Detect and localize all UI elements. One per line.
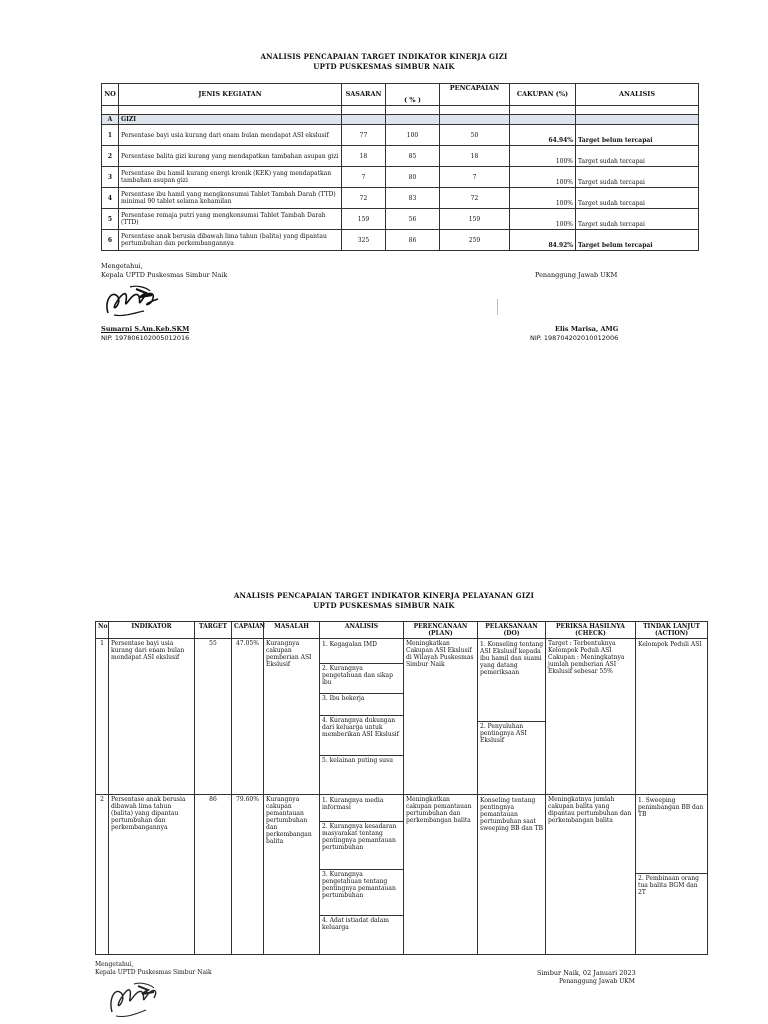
row-analisis [320,639,404,795]
doc1-kepala-label: Kepala UPTD Puskesmas Simbur Naik [101,271,228,279]
row-indikator: Persentase anak berusia dibawah lima tahun (balita) yang dipantau pertumbuhan dan perkembangannya [109,795,195,955]
col-no: NO [102,84,119,106]
doc1-kepala-name: Sumarni S.Am.Keb.SKM [101,325,190,333]
row-jenis: Persentase remaja putri yang mengkonsumsi Tablet Tambah Darah (TTD) [119,209,342,230]
doc1-pj-name: Elis Marisa, AMG [555,325,619,333]
doc1-title: ANALISIS PENCAPAIAN TARGET INDIKATOR KINERJA GIZI [260,52,508,61]
row-masalah: Kurangnya cakupan pemberian ASI Ekslusif [264,639,320,795]
row-cakupan: 64.94% [510,125,576,146]
row-action-item: Kelompok Peduli ASI [638,641,702,648]
row-analisis-item: 3. Ibu bekerja [320,694,403,716]
signature-image-2 [104,978,162,1020]
row-no: 1 [102,125,119,146]
row-persen: 86 [386,230,440,251]
row-target: 55 [195,639,232,795]
col-do: PELAKSANAAN (DO) [478,622,546,639]
table-row [102,125,699,146]
col-sasaran: SASARAN [342,84,386,106]
doc1-kepala-nip: NIP. 197806102005012016 [101,334,190,342]
row-analisis: Target sudah tercapai [576,188,699,209]
row-no: 2 [96,795,109,955]
row-jenis: Persentase ibu hamil yang mengkonsumsi Tablet Tambah Darah (TTD) minimal 90 tablet selama kehamilan [119,188,342,209]
row-analisis-item: 3. Kurangnya pengetahuan tentang pentingnya pemantauan pertumbuhan [320,870,403,916]
row-analisis-item: 2. Kurangnya pengetahuan dan sikap ibu [320,664,403,694]
row-analisis: Target sudah tercapai [576,209,699,230]
row-do-item: Konseling tentang pentingnya pemantauan pertumbuhan saat sweeping BB dan TB [480,797,544,832]
row-pencapaian: 7 [440,167,510,188]
row-pencapaian: 72 [440,188,510,209]
row-action [636,639,708,795]
col-check: PERIKSA HASILNYA (CHECK) [546,622,636,639]
row-sasaran: 18 [342,146,386,167]
col-masalah: MASALAH [264,622,320,639]
row-plan: Meningkatkan cakupan pemantauan pertumbuhan dan perkembangan balita [404,795,478,955]
row-analisis-item: 1. Kurangnya media informasi [320,796,403,822]
row-plan: Meningkatkan Cakupan ASI Ekslusif di Wilayah Puskesmas Simbur Naik [404,639,478,795]
col-capaian: CAPAIAN [232,622,264,639]
table-row [102,209,699,230]
row-analisis-item: 5. kelainan puting susu [322,757,393,764]
row-action-item: 1. Sweeping penimbangan BB dan TB [636,796,707,874]
row-analisis-item: 1. Kegagalan IMD [320,640,403,664]
row-no: 6 [102,230,119,251]
doc1-table [101,83,699,251]
row-capaian: 79.60% [232,795,264,955]
row-do [478,639,546,795]
row-no: 4 [102,188,119,209]
row-no: 1 [96,639,109,795]
signature-image [100,283,162,321]
col-jenis-kegiatan: JENIS KEGIATAN [119,84,342,106]
row-sasaran: 7 [342,167,386,188]
col-analisis: ANALISIS [576,84,699,106]
row-sasaran: 325 [342,230,386,251]
table-row [102,230,699,251]
row-analisis-item: 4. Kurangnya dukungan dari keluarga untuk memberikan ASI Ekslusif [320,716,403,756]
row-analisis-item: 4. Adat istiadat dalam keluarga [322,917,389,931]
doc2-kepala-label: Kepala UPTD Puskesmas Simbur Naik [95,969,212,976]
row-pencapaian: 259 [440,230,510,251]
doc2-mengetahui: Mengetahui, [95,961,134,968]
category-code: A [102,115,119,125]
row-cakupan: 100% [510,209,576,230]
row-cakupan: 100% [510,188,576,209]
row-pencapaian: 159 [440,209,510,230]
row-do-item: 2. Penyuluhan pentingnya ASI Ekslusif [480,723,527,744]
row-no: 5 [102,209,119,230]
doc2-table [95,621,708,955]
row-persen: 85 [386,146,440,167]
table-row [102,188,699,209]
row-jenis: Persentase ibu hamil kurang energi kronik (KEK) yang mendapatkan tambahan asupan gizi [119,167,342,188]
row-persen: 83 [386,188,440,209]
col-plan: PERENCANAAN (PLAN) [404,622,478,639]
row-cakupan: 100% [510,167,576,188]
row-sasaran: 77 [342,125,386,146]
table-row [96,639,708,795]
doc2-subtitle: UPTD PUSKESMAS SIMBUR NAIK [313,601,455,610]
doc2-place-date: Simbur Naik, 02 Januari 2023 [537,969,636,977]
row-no: 2 [102,146,119,167]
col-pencapaian: PENCAPAIAN [440,84,510,106]
doc1-subtitle: UPTD PUSKESMAS SIMBUR NAIK [313,62,455,71]
row-masalah: Kurangnya cakupan pemantauan pertumbuhan dan perkembangan balita [264,795,320,955]
col-indikator: INDIKATOR [109,622,195,639]
row-analisis: Target belum tercapai [576,230,699,251]
row-check: Meningkatnya jumlah cakupan balita yang dipantau pertumbuhan dan perkembangan balita [546,795,636,955]
table-row [96,795,708,955]
row-jenis: Persentase anak berusia dibawah lima tahun (balita) yang dipantau pertumbuhan dan perkembangannya [119,230,342,251]
row-jenis: Persentase balita gizi kurang yang mendapatkan tambahan asupan gizi [119,146,342,167]
table-row [102,167,699,188]
row-persen: 100 [386,125,440,146]
row-cakupan: 84.92% [510,230,576,251]
doc1-pj-label: Penanggung Jawab UKM [535,271,618,279]
category-name: GIZI [119,115,342,125]
row-no: 3 [102,167,119,188]
row-analisis: Target sudah tercapai [576,146,699,167]
row-check: Target : Terbentuknya Kelompok Peduli ASI Cakupan : Meningkatnya jumlah pemberian ASI Ekslusif sebesar 55% [546,639,636,795]
col-target: TARGET [195,622,232,639]
row-analisis [320,795,404,955]
col-persen: ( % ) [386,84,440,106]
doc2-title: ANALISIS PENCAPAIAN TARGET INDIKATOR KINERJA PELAYANAN GIZI [233,591,535,600]
col-analisis: ANALISIS [320,622,404,639]
row-pencapaian: 50 [440,125,510,146]
row-analisis-item: 2. Kurangnya kesadaran masyarakat tentang pentingnya pemantauan pertumbuhan [320,822,403,870]
col-cakupan: CAKUPAN (%) [510,84,576,106]
table-row [102,146,699,167]
row-do-item: 1. Konseling tentang ASI Ekslusif kepada ibu hamil dan suami yang datang pemeriksaan [478,640,545,722]
row-sasaran: 72 [342,188,386,209]
row-persen: 56 [386,209,440,230]
row-action [636,795,708,955]
row-cakupan: 100% [510,146,576,167]
row-analisis: Target belum tercapai [576,125,699,146]
row-action-item: 2. Pembinaan orang tua balita BGM dan 2T [638,875,699,896]
doc1-pj-nip: NIP. 198704202010012006 [530,334,619,342]
row-sasaran: 159 [342,209,386,230]
row-indikator: Persentase bayi usia kurang dari enam bulan mendapat ASI ekslusif [109,639,195,795]
row-do [478,795,546,955]
row-capaian: 47.05% [232,639,264,795]
row-target: 86 [195,795,232,955]
row-jenis: Persentase bayi usia kurang dari enam bulan mendapat ASI ekslusif [119,125,342,146]
row-persen: 80 [386,167,440,188]
divider [497,299,498,315]
row-analisis: Target sudah tercapai [576,167,699,188]
col-action: TINDAK LANJUT (ACTION) [636,622,708,639]
col-no: No [96,622,109,639]
doc2-pj-label: Penanggung Jawab UKM [559,978,635,985]
doc1-mengetahui: Mengetahui, [101,262,143,270]
row-pencapaian: 18 [440,146,510,167]
